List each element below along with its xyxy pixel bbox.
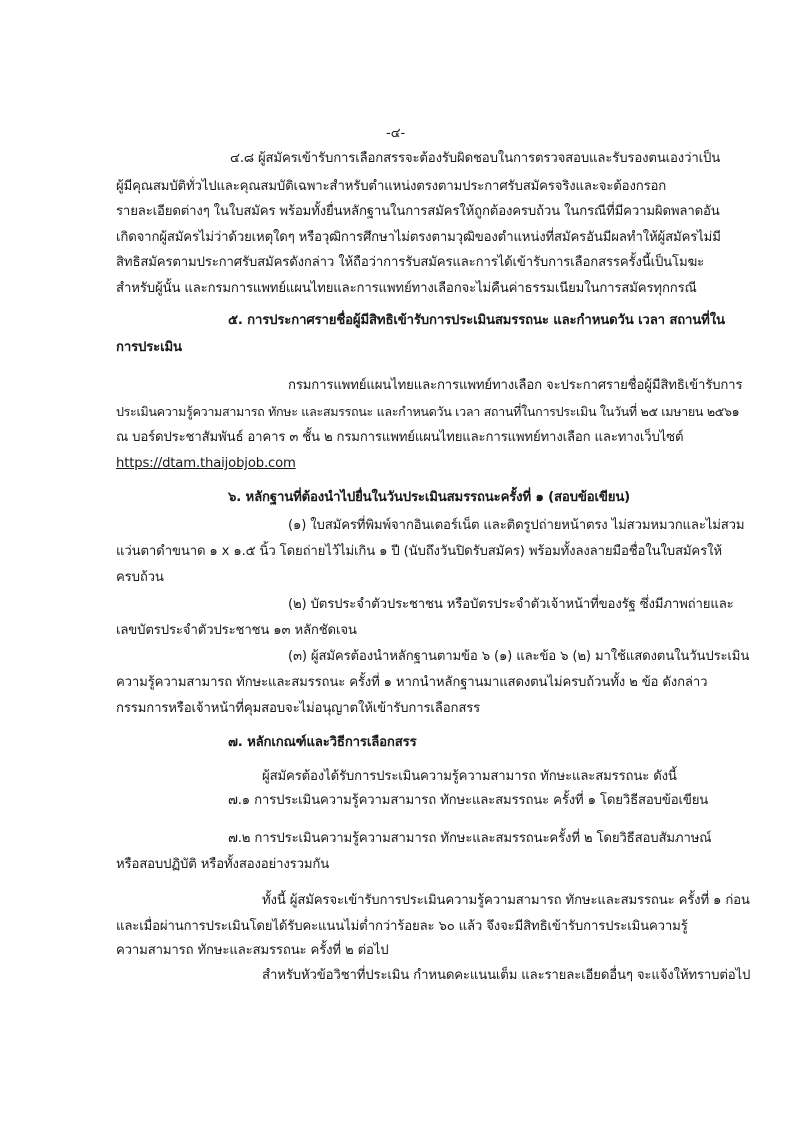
section-7-note-line-3: ความสามารถ ทักษะและสมรรถนะ ครั้งที่ ๒ ต่อไป bbox=[116, 943, 389, 958]
section-4-8-line-2: ผู้มีคุณสมบัติทั่วไปและคุณสมบัติเฉพาะสำหรับตำแหน่งตรงตามประกาศรับสมัครจริงและจะต้องกรอก bbox=[116, 179, 667, 194]
section-6-heading: ๖. หลักฐานที่ต้องนำไปยื่นในวันประเมินสมรรถนะครั้งที่ ๑ (สอบข้อเขียน) bbox=[228, 490, 631, 505]
section-4-8-line-1: ๔.๘ ผู้สมัครเข้ารับการเลือกสรรจะต้องรับผิดชอบในการตรวจสอบและรับรองตนเองว่าเป็น bbox=[230, 151, 721, 166]
section-6-item-3-line-3: กรรมการหรือเจ้าหน้าที่คุมสอบจะไม่อนุญาตให้เข้ารับการเลือกสรร bbox=[116, 701, 481, 716]
section-5-line-1: กรมการแพทย์แผนไทยและการแพทย์ทางเลือก จะประกาศรายชื่อผู้มีสิทธิเข้ารับการ bbox=[288, 378, 743, 393]
section-7-intro: ผู้สมัครต้องได้รับการประเมินความรู้ความสามารถ ทักษะและสมรรถนะ ดังนี้ bbox=[262, 769, 677, 784]
section-5-heading: ๕. การประกาศรายชื่อผู้มีสิทธิเข้ารับการประเมินสมรรถนะ และกำหนดวัน เวลา สถานที่ใน bbox=[228, 313, 725, 328]
section-6-item-1-line-1: (๑) ใบสมัครที่พิมพ์จากอินเตอร์เน็ต และติดรูปถ่ายหน้าตรง ไม่สวมหมวกและไม่สวม bbox=[288, 518, 745, 533]
section-5-heading-cont: การประเมิน bbox=[116, 340, 182, 355]
section-6-item-1-line-3: ครบถ้วน bbox=[116, 570, 164, 585]
section-7-2-line-1: ๗.๒ การประเมินความรู้ความสามารถ ทักษะและสมรรถนะครั้งที่ ๒ โดยวิธีสอบสัมภาษณ์ bbox=[228, 831, 712, 846]
section-7-closing: สำหรับหัวข้อวิชาที่ประเมิน กำหนดคะแนนเต็ม และรายละเอียดอื่นๆ จะแจ้งให้ทราบต่อไป bbox=[262, 968, 751, 983]
section-6-item-3-line-1: (๓) ผู้สมัครต้องนำหลักฐานตามข้อ ๖ (๑) และข้อ ๖ (๒) มาใช้แสดงตนในวันประเมิน bbox=[288, 649, 750, 664]
page-number: -๔- bbox=[386, 126, 406, 141]
section-7-2-line-2: หรือสอบปฏิบัติ หรือทั้งสองอย่างรวมกัน bbox=[116, 857, 330, 872]
section-6-item-2-line-2: เลขบัตรประจำตัวประชาชน ๑๓ หลักชัดเจน bbox=[116, 623, 357, 638]
section-4-8-line-4: เกิดจากผู้สมัครไม่ว่าด้วยเหตุใดๆ หรือวุฒิการศึกษาไม่ตรงตามวุฒิของตำแหน่งที่สมัครอันมีผลทำให้ผู้สมัครไม่มี bbox=[116, 230, 721, 245]
website-link[interactable]: https://dtam.thaijobjob.com bbox=[116, 456, 296, 471]
section-4-8-line-6: สำหรับผู้นั้น และกรมการแพทย์แผนไทยและการแพทย์ทางเลือกจะไม่คืนค่าธรรมเนียมในการสมัครทุกกรณี bbox=[116, 281, 697, 296]
section-4-8-line-3: รายละเอียดต่างๆ ในใบสมัคร พร้อมทั้งยื่นหลักฐานในการสมัครให้ถูกต้องครบถ้วน ในกรณีที่มีความผิดพลาดอัน bbox=[116, 204, 720, 219]
section-7-1: ๗.๑ การประเมินความรู้ความสามารถ ทักษะและสมรรถนะ ครั้งที่ ๑ โดยวิธีสอบข้อเขียน bbox=[228, 793, 709, 808]
section-6-item-3-line-2: ความรู้ความสามารถ ทักษะและสมรรถนะ ครั้งที่ ๑ หากนำหลักฐานมาแสดงตนไม่ครบถ้วนทั้ง ๒ ข้อ ดังกล่าว bbox=[116, 675, 708, 690]
section-7-note-line-1: ทั้งนี้ ผู้สมัครจะเข้ารับการประเมินความรู้ความสามารถ ทักษะและสมรรถนะ ครั้งที่ ๑ ก่อน bbox=[262, 893, 750, 908]
section-6-item-2-line-1: (๒) บัตรประจำตัวประชาชน หรือบัตรประจำตัวเจ้าหน้าที่ของรัฐ ซึ่งมีภาพถ่ายและ bbox=[288, 597, 734, 612]
section-4-8-line-5: สิทธิสมัครตามประกาศรับสมัครดังกล่าว ให้ถือว่าการรับสมัครและการได้เข้ารับการเลือกสรรครั้งนี้เป็นโมฆะ bbox=[116, 255, 705, 270]
section-7-heading: ๗. หลักเกณฑ์และวิธีการเลือกสรร bbox=[228, 735, 417, 750]
section-7-note-line-2: และเมื่อผ่านการประเมินโดยได้รับคะแนนไม่ต่ำกว่าร้อยละ ๖๐ แล้ว จึงจะมีสิทธิเข้ารับการประเมินความรู้ bbox=[116, 919, 688, 934]
section-6-item-1-line-2: แว่นตาดำขนาด ๑ x ๑.๕ นิ้ว โดยถ่ายไว้ไม่เกิน ๑ ปี (นับถึงวันปิดรับสมัคร) พร้อมทั้งลงลายมือชื่อในใบสมัครให้ bbox=[116, 544, 722, 559]
section-5-line-3: ณ บอร์ดประชาสัมพันธ์ อาคาร ๓ ชั้น ๒ กรมการแพทย์แผนไทยและการแพทย์ทางเลือก และทางเว็บไซต์ bbox=[116, 430, 684, 445]
section-5-website-link[interactable] bbox=[116, 455, 296, 473]
section-5-line-2: ประเมินความรู้ความสามารถ ทักษะ และสมรรถนะ และกำหนดวัน เวลา สถานที่ในการประเมิน ในวันที่ ๒๕ เมษายน ๒๕๖๑ bbox=[116, 404, 740, 419]
